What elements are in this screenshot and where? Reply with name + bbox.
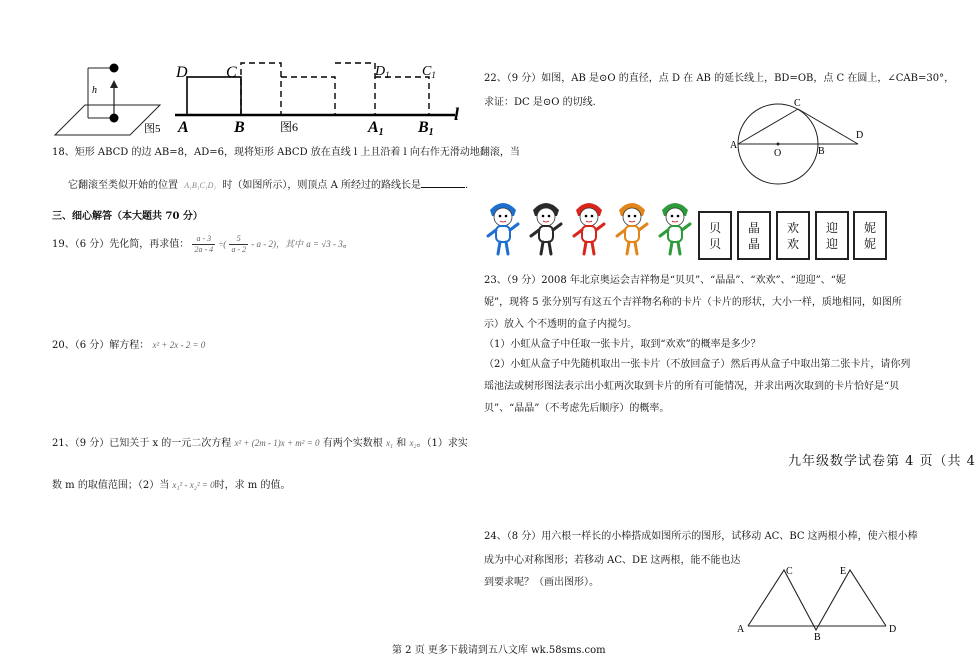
q19-div: ÷( [218, 239, 227, 249]
tri-label-D: D [889, 624, 897, 635]
circle-label-D: D [856, 130, 864, 141]
circle-label-A: A [730, 140, 738, 151]
fig6-label-D1: D [375, 64, 386, 79]
fig6-label-D: D [176, 64, 188, 81]
circle-label-C: C [794, 98, 801, 109]
fig6-label-C1-sub: 1 [431, 70, 436, 80]
q21-and: 和 [396, 438, 407, 449]
figure-5 [50, 58, 170, 140]
q23-part-2-line1: （2）小虹从盒子中先随机取出一张卡片（不放回盒子）然后再从盒子中取出第二张卡片，请你列 [484, 359, 911, 370]
fig6-caption: 图6 [280, 120, 299, 134]
tri-label-B: B [814, 632, 821, 643]
fig6-label-B1: B [418, 119, 429, 136]
q19-value: a = √3 - 3 [306, 239, 343, 249]
q19-fraction-2 [229, 234, 248, 255]
tri-label-E: E [840, 566, 847, 577]
q19-prefix: 19、（6 分）先化简，再求值： [52, 239, 190, 250]
card-nini-label: 妮妮 [863, 220, 876, 251]
q21-x2: x₂ [409, 438, 417, 448]
q21-part-a: 21、（9 分）已知关于 x 的一元二次方程 [52, 438, 232, 449]
fig6-label-A1-sub: 1 [378, 127, 384, 138]
card-nini [853, 211, 887, 260]
q23-part-2-line3: 贝”、“晶晶”（不考虑先后顺序）的概率。 [484, 403, 670, 414]
mascot-yingying [613, 200, 651, 258]
q18-position-label: A₁B₁C₁D₁ [184, 181, 217, 190]
circle-figure [728, 92, 878, 192]
q21-part-b: 有两个实数根 [322, 438, 383, 449]
q23-text-line2: 妮”，现将 5 张分别写有这五个吉祥物名称的卡片（卡片的形状，大小一样，质地相同，如图所 [484, 297, 902, 308]
q22-text-line2: 求证：DC 是⊙O 的切线. [484, 97, 596, 108]
q21-text-line1 [52, 436, 468, 451]
q20-text [52, 338, 205, 353]
q19-frac1-num: a - 3 [192, 234, 215, 245]
tri-label-A: A [737, 624, 745, 635]
svg-text:D1 [374, 64, 390, 80]
card-huanhuan-label: 欢欢 [786, 220, 799, 251]
circle-label-O: O [774, 148, 782, 159]
q20-equation: x² + 2x - 2 = 0 [152, 340, 206, 350]
svg-text:A1 [367, 119, 384, 138]
mascot-huanhuan [570, 200, 608, 258]
q19-fraction-1 [192, 234, 215, 255]
q19-end: 。 [342, 239, 353, 250]
q19-frac2-den: a - 2 [231, 245, 247, 254]
card-yingying-label: 迎迎 [825, 220, 838, 251]
q21-part-c: 。（1）求实 [416, 438, 468, 449]
q24-text-line1: 24、（8 分）用六根一样长的小棒搭成如图所示的图形，试移动 AC、BC 这两根小棒，使六根小棒 [484, 531, 918, 542]
q19-rest: - a - 2)，其中 [251, 239, 304, 249]
q18-text-line2 [68, 178, 468, 193]
svg-text:C1 [422, 64, 436, 80]
q18-part-a: 它翻滚至类似开始的位置 [68, 180, 178, 191]
card-beibei [698, 211, 732, 260]
q23-text-line3: 示）放入 个不透明的盒子内搅匀。 [484, 319, 638, 330]
fig6-label-A1: A [368, 119, 379, 136]
q19-text [52, 230, 353, 259]
q18-end: . [464, 180, 469, 191]
q18-answer-blank [421, 178, 465, 188]
fig6-label-C: C [226, 64, 237, 81]
fig6-label-C1: C [422, 64, 432, 79]
q21-equation: x² + (2m - 1)x + m² = 0 [234, 438, 320, 448]
q21-part-d: 数 m 的取值范围；（2）当 [52, 480, 170, 491]
card-jingjing-label: 晶晶 [747, 220, 760, 251]
section-3-heading: 三、细心解答（本大题共 70 分） [52, 211, 203, 222]
figure-6 [170, 55, 470, 137]
fig6-label-l: l [454, 104, 460, 124]
q20-prefix: 20、（6 分）解方程： [52, 340, 150, 351]
fig5-h-label: h [92, 85, 97, 96]
card-beibei-label: 贝贝 [708, 220, 721, 251]
card-jingjing [737, 211, 771, 260]
q21-condition: x₁² - x₂² = 0 [172, 480, 215, 490]
q18-part-b: 时（如图所示），则顶点 A 所经过的路线长是 [222, 180, 421, 191]
q23-text-line1: 23、（9 分）2008 年北京奥运会吉祥物是“贝贝”、“晶晶”、“欢欢”、“迎迎”、“妮 [484, 275, 846, 286]
fig6-label-D1-sub: 1 [385, 70, 390, 80]
mascot-beibei [484, 200, 522, 258]
fig6-label-A: A [178, 119, 189, 136]
q21-part-e: 时，求 m 的值。 [214, 480, 291, 491]
mascot-nini [656, 200, 694, 258]
fig6-label-B: B [234, 119, 245, 136]
mascots-row [484, 200, 694, 260]
fig5-caption: 图5 [144, 123, 161, 135]
q21-text-line2 [52, 478, 290, 493]
fig6-label-B1-sub: 1 [428, 127, 434, 138]
circle-label-B: B [818, 146, 825, 157]
q19-frac1-den: 2a - 4 [194, 245, 214, 254]
mascot-jingjing [527, 200, 565, 258]
svg-text:B1 [417, 119, 434, 138]
triangles-figure [734, 560, 904, 642]
q19-frac2-num: 5 [229, 234, 248, 245]
tri-label-C: C [786, 566, 793, 577]
page-footer: 第 2 页 更多下载请到五八文库 wk.58sms.com [392, 645, 606, 656]
card-huanhuan [776, 211, 810, 260]
q23-part-2-line2: 瑶池法或树形图法表示出小虹两次取到卡片的所有可能情况，并求出两次取到的卡片恰好是“贝 [484, 381, 900, 392]
q24-text-line2: 成为中心对称图形；若移动 AC、DE 这两根，能不能也达 [484, 555, 741, 566]
q18-text-line1: 18、矩形 ABCD 的边 AB=8，AD=6，现将矩形 ABCD 放在直线 l 上且沿着 l 向右作无滑动地翻滚，当 [52, 147, 520, 158]
page-number-label: 九年级数学试卷第 4 页（共 4 [788, 454, 976, 469]
q22-text-line1: 22、（9 分）如图，AB 是⊙O 的直径，点 D 在 AB 的延长线上，BD=OB，点 C 在圆上，∠CAB=30°， [484, 73, 955, 84]
q24-text-line3: 到要求呢？（画出图形）。 [484, 577, 599, 588]
q21-x1: x₁ [385, 438, 394, 448]
q23-part-1: （1）小虹从盒子中任取一张卡片，取到“欢欢”的概率是多少？ [484, 339, 761, 350]
card-yingying [815, 211, 849, 260]
